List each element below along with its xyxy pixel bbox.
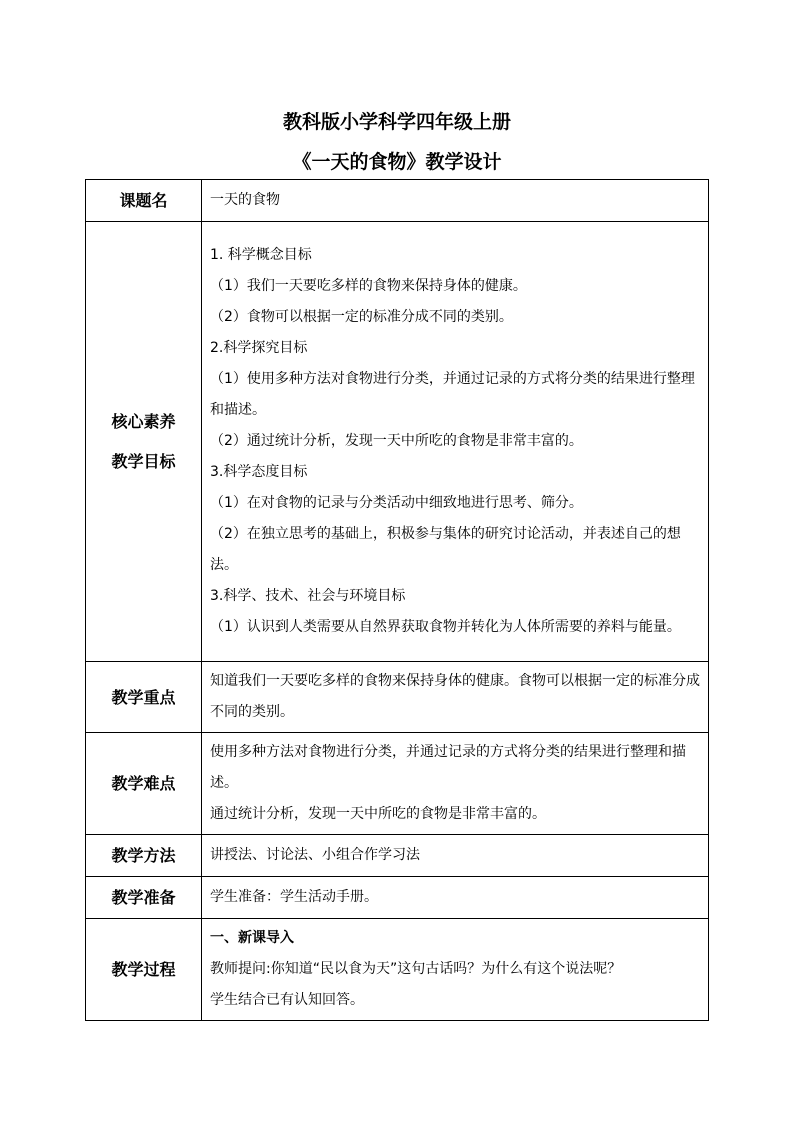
value-process [202, 919, 709, 1021]
label-methods: 教学方法 [86, 835, 202, 877]
table-row-goals [86, 222, 709, 662]
goal-line: 2.科学探究目标 [210, 340, 308, 356]
label-goals [86, 222, 202, 662]
table-row-process [86, 919, 709, 1021]
process-line: 学生结合已有认知回答。 [210, 992, 364, 1008]
difficulty-line: 通过统计分析，发现一天中所吃的食物是非常丰富的。 [210, 806, 546, 822]
goal-line: （1）使用多种方法对食物进行分类，并通过记录的方式将分类的结果进行整理和描述。 [210, 371, 695, 418]
goal-line: 1. 科学概念目标 [210, 247, 312, 263]
difficulty-line: 使用多种方法对食物进行分类，并通过记录的方式将分类的结果进行整理和描述。 [210, 744, 686, 791]
label-key-points: 教学重点 [86, 662, 202, 733]
document-subtitle: 《一天的食物》教学设计 [292, 151, 502, 173]
label-preparation: 教学准备 [86, 877, 202, 919]
process-line: 教师提问:你知道“民以食为天”这句古话吗？为什么有这个说法呢？ [210, 961, 622, 977]
process-heading: 一、新课导入 [210, 930, 294, 946]
table-row-key-points [86, 662, 709, 733]
label-goals-line1: 核心素养 [111, 411, 176, 431]
document-title: 教科版小学科学四年级上册 [282, 111, 511, 133]
label-topic: 课题名 [86, 180, 202, 222]
goal-line: 3.科学态度目标 [210, 464, 308, 480]
value-topic: 一天的食物 [202, 180, 709, 222]
goal-line: （2）食物可以根据一定的标准分成不同的类别。 [210, 309, 513, 325]
label-process: 教学过程 [86, 919, 202, 1021]
goal-line: 3.科学、技术、社会与环境目标 [210, 588, 406, 604]
goal-line: （2）通过统计分析，发现一天中所吃的食物是非常丰富的。 [210, 433, 583, 449]
value-methods: 讲授法、讨论法、小组合作学习法 [202, 835, 709, 877]
label-goals-line2: 教学目标 [111, 451, 176, 471]
table-row-methods [86, 835, 709, 877]
goal-line: （1）在对食物的记录与分类活动中细致地进行思考、筛分。 [210, 495, 583, 511]
value-preparation: 学生准备：学生活动手册。 [202, 877, 709, 919]
table-row-preparation [86, 877, 709, 919]
goal-line: （1）我们一天要吃多样的食物来保持身体的健康。 [210, 278, 527, 294]
table-row-topic [86, 180, 709, 222]
value-key-points: 知道我们一天要吃多样的食物来保持身体的健康。食物可以根据一定的标准分成不同的类别。 [202, 662, 709, 733]
goal-line: （2）在独立思考的基础上，积极参与集体的研究讨论活动，并表述自己的想法。 [210, 526, 681, 573]
goal-line: （1）认识到人类需要从自然界获取食物并转化为人体所需要的养料与能量。 [210, 619, 681, 635]
table-row-difficulties [86, 733, 709, 835]
value-difficulties [202, 733, 709, 835]
value-goals [202, 222, 709, 662]
label-difficulties: 教学难点 [86, 733, 202, 835]
lesson-plan-table [85, 179, 709, 1021]
